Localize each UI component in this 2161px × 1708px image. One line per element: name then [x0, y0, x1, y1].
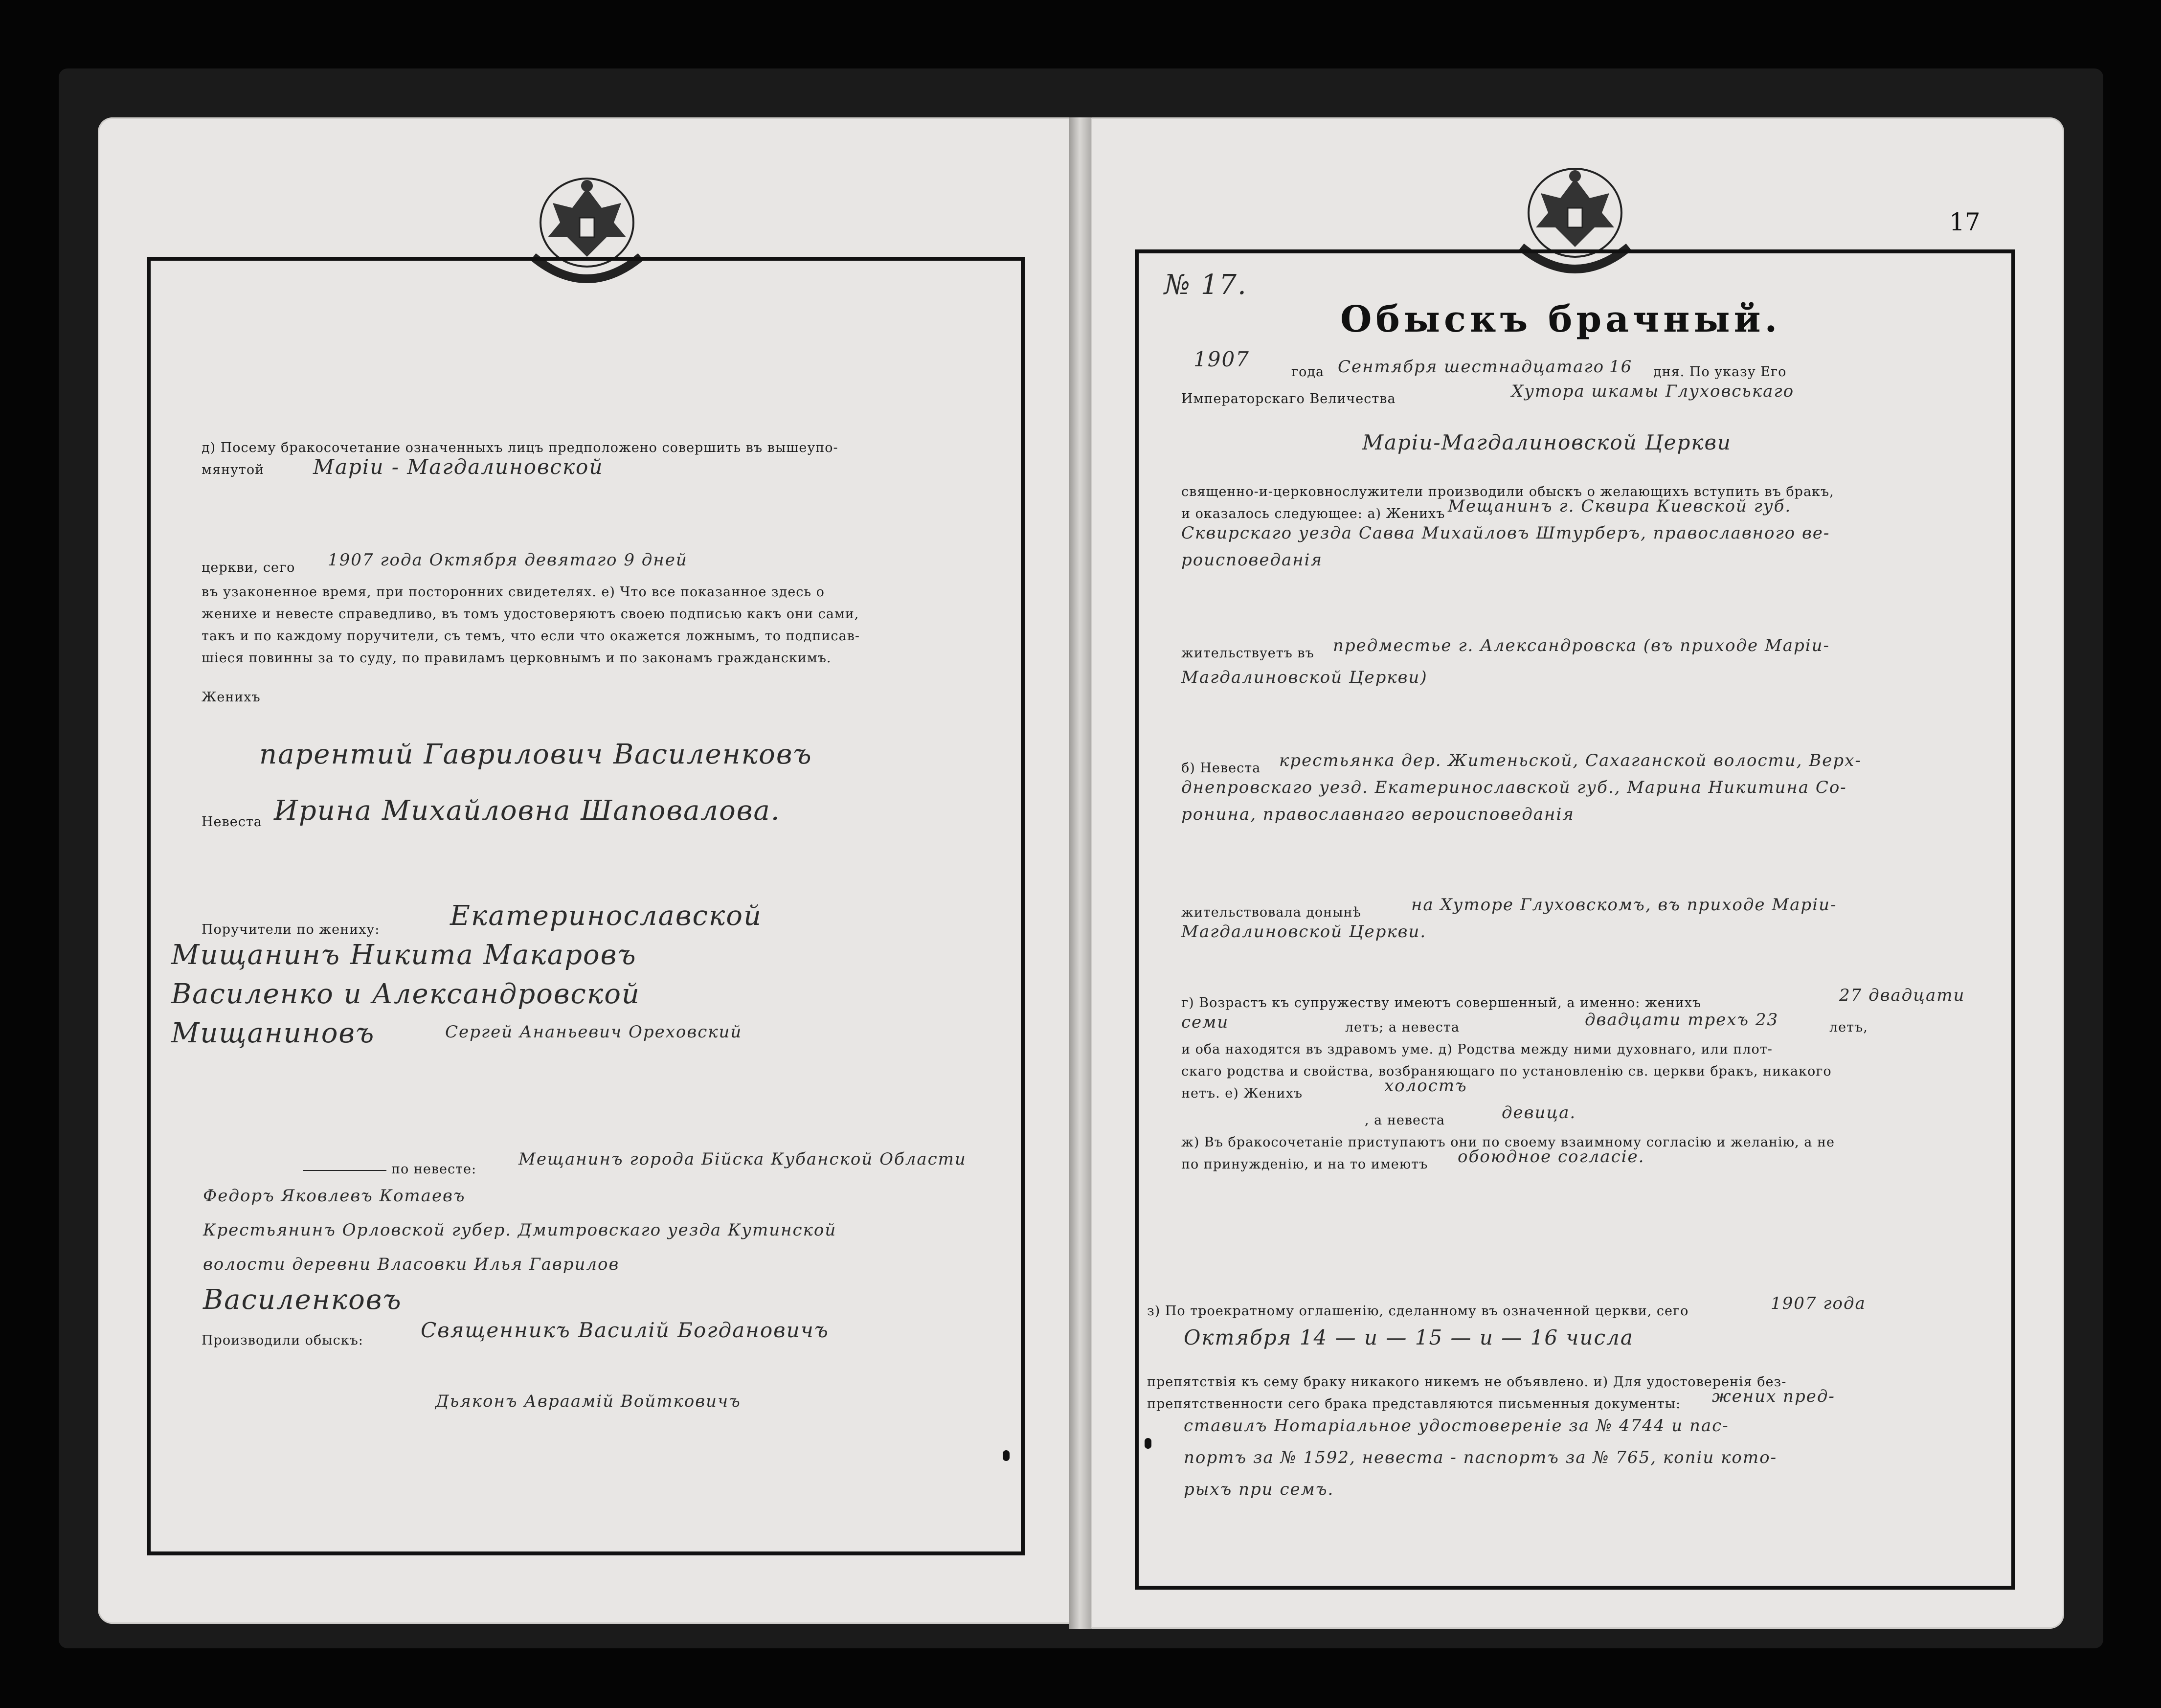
groom-guarantor-line4: Мищаниновъ	[171, 1017, 375, 1049]
groom-age-handwritten: 27 двадцати	[1839, 986, 1965, 1005]
bride-signature: Ирина Михайловна Шаповалова.	[274, 795, 781, 827]
groom-section-label: и оказалось следующее: а) Женихъ	[1181, 506, 1445, 521]
deacon-signature: Дьяконъ Авраамiй Войтковичъ	[435, 1392, 741, 1411]
groom-guarantor-line2: Мищанинъ Никита Макаровъ	[171, 939, 637, 971]
groom-guarantors-label: Поручители по жениху:	[202, 922, 380, 937]
date-year-label: года	[1291, 364, 1325, 380]
bride-label: Невеста	[202, 814, 262, 830]
body-text-line4: шiеся повинны за то суду, по правиламъ церковнымъ и по законамъ гражданскимъ.	[202, 651, 832, 666]
bride-details-line1: крестьянка дер. Житеньской, Сахаганской волости, Верх-	[1279, 751, 1862, 770]
right-page	[1091, 117, 2064, 1629]
bride-section-label: б) Невеста	[1181, 761, 1261, 776]
item-5-text-line1: д) Посему бракосочетание означенныхъ лицъ предположено совершить въ вышеупо-	[202, 440, 838, 455]
banns-dates-handwritten: Октября 14 — и — 15 — и — 16 числа	[1184, 1326, 1634, 1349]
impediment-line2: препятственности сего брака представляются письменныя документы:	[1147, 1396, 1681, 1412]
age-line2: и оба находятся въ здравомъ уме. д) Родства между ними духовнаго, или плот-	[1181, 1042, 1773, 1057]
date-year-handwritten: 1907	[1193, 347, 1250, 371]
groom-residence-line1: предместье г. Александровска (въ приходе Марiи-	[1333, 636, 1830, 655]
church-date-handwritten: 1907 года Октября девятаго 9 дней	[328, 550, 688, 570]
groom-details-line1: Мещанинъ г. Сквира Киевской губ.	[1448, 496, 1792, 516]
age-years-label: летъ,	[1829, 1020, 1868, 1035]
bride-status-label: , а невеста	[1365, 1113, 1445, 1128]
bride-guarantors-dash	[303, 1170, 386, 1171]
consent-line1: ж) Въ бракосочетанiе приступаютъ они по своему взаимному согласiю и желанiю, а не	[1181, 1135, 1835, 1150]
record-number: № 17.	[1164, 269, 1247, 301]
book-spine	[1069, 117, 1093, 1629]
groom-details-line3: роисповеданiя	[1181, 550, 1323, 570]
church-name-handwritten-right: Марiи-Магдалиновской Церкви	[1362, 430, 1732, 454]
documents-handwritten-line3: рыхъ при семъ.	[1184, 1480, 1334, 1499]
groom-details-line2: Сквирскаго уезда Савва Михайловъ Штурберъ, православного ве-	[1181, 523, 1830, 543]
body-text-line3: такъ и по каждому поручители, съ темъ, что если что окажется ложнымъ, то подписав-	[202, 629, 860, 644]
bride-guarantor-line1: Мещанинъ города Бiйска Кубанской Области	[518, 1149, 967, 1169]
groom-age-handwritten-2: семи	[1181, 1012, 1229, 1032]
date-decree-label: дня. По указу Его	[1653, 364, 1787, 380]
bride-residence-label: жительствовала донынѣ	[1181, 905, 1361, 920]
bride-guarantor-line3: Крестьянинъ Орловской губер. Дмитровскаго уезда Кутинской	[203, 1220, 837, 1240]
page-number: 17	[1949, 208, 1981, 236]
groom-signature: парентий Гаврилович Василенковъ	[259, 739, 812, 770]
bride-guarantor-line2: Федоръ Яковлевъ Котаевъ	[203, 1186, 466, 1206]
clergy-statement: священно-и-церковнослужители производили обыскъ о желающихъ вступить въ бракъ,	[1181, 484, 1834, 499]
priest-signature: Священникъ Василiй Богдановичъ	[421, 1318, 829, 1342]
bride-residence-line1: на Хуторе Глуховскомъ, въ приходе Марiи-	[1411, 895, 1837, 915]
groom-residence-line2: Магдалиновской Церкви)	[1181, 668, 1428, 687]
documents-handwritten-line2: портъ за № 1592, невеста - паспортъ за № 765, копiи кото-	[1184, 1448, 1778, 1467]
documents-handwritten-line1: ставилъ Нотарiальное удостоверенiе за № 4744 и пас-	[1184, 1416, 1729, 1436]
consent-line2: по принужденiю, и на то имеютъ	[1181, 1157, 1428, 1172]
date-day-handwritten: 16	[1609, 357, 1633, 377]
search-conducted-label: Производили обыскъ:	[202, 1333, 363, 1348]
age-line1b: летъ; а невеста	[1345, 1020, 1460, 1035]
church-name-handwritten: Марiи - Магдалиновской	[313, 455, 604, 479]
khutor-name-handwritten: Хутора шкамы Глуховськаго	[1511, 382, 1795, 401]
binding-hole-left	[1003, 1450, 1010, 1461]
banns-label: з) По троекратному оглашенiю, сделанному въ означенной церкви, сего	[1147, 1303, 1689, 1319]
impediment-line1: препятствiя къ сему браку никакого никемъ не объявлено. и) Для удостоверенiя без-	[1147, 1374, 1787, 1390]
age-line1: г) Возрастъ къ супружеству имеютъ совершенный, а именно: женихъ	[1181, 995, 1702, 1011]
groom-guarantor-line3: Василенко и Александровской	[171, 978, 640, 1010]
body-text-line1: въ узаконенное время, при посторонних свидетелях. е) Что все показанное здесь о	[202, 584, 825, 600]
item-5-text-line2: мянутой	[202, 462, 265, 477]
document-title: Обыскъ брачный.	[1340, 298, 1781, 340]
bride-status-handwritten: девица.	[1502, 1103, 1576, 1123]
church-date-label: церкви, сего	[202, 560, 295, 575]
groom-residence-label: жительствуетъ въ	[1181, 646, 1314, 661]
left-page	[98, 117, 1071, 1624]
bride-details-line3: ронина, православнаго вероисповеданiя	[1181, 805, 1575, 824]
binding-hole-right	[1145, 1438, 1151, 1449]
body-text-line2: женихе и невесте справедливо, въ томъ удостоверяютъ своею подписью какъ они сами,	[202, 607, 859, 622]
groom-label: Женихъ	[202, 690, 261, 705]
groom-guarantor-second-signature: Сергей Ананьевич Ореховский	[445, 1022, 743, 1042]
bride-guarantor-line4: волости деревни Власовки Илья Гаврилов	[203, 1255, 620, 1274]
banns-year-handwritten: 1907 года	[1771, 1294, 1866, 1313]
bride-details-line2: днепровскаго уезд. Екатеринославской губ., Марина Никитина Со-	[1181, 778, 1847, 797]
bride-residence-line2: Магдалиновской Церкви.	[1181, 922, 1427, 942]
bride-guarantor-line5: Василенковъ	[203, 1284, 402, 1316]
bride-guarantors-label: по невесте:	[391, 1162, 477, 1177]
documents-handwritten-start: жених пред-	[1712, 1387, 1835, 1406]
imperial-label: Императорскаго Величества	[1181, 391, 1396, 406]
consent-handwritten: обоюдное согласiе.	[1458, 1147, 1645, 1167]
groom-status-handwritten: холостъ	[1384, 1076, 1467, 1096]
bride-age-handwritten: двадцати трехъ 23	[1585, 1010, 1779, 1030]
marital-status-label: нетъ. е) Женихъ	[1181, 1086, 1303, 1101]
groom-guarantor-line1: Екатеринославской	[450, 900, 763, 932]
date-month-handwritten: Сентября шестнадцатаго	[1338, 357, 1605, 377]
age-line3: скаго родства и свойства, возбраняющаго по установленiю св. церкви бракъ, никакого	[1181, 1064, 1832, 1079]
